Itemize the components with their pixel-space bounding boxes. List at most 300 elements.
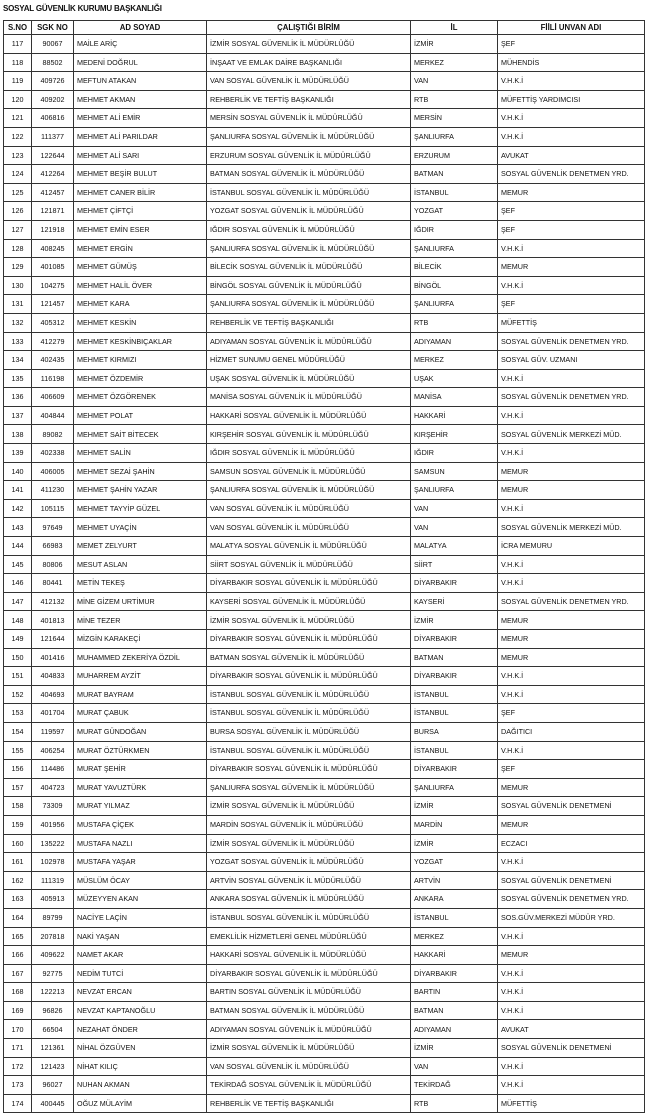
cell-sgk-no: 122644 xyxy=(32,146,74,165)
cell-unit: BARTIN SOSYAL GÜVENLİK İL MÜDÜRLÜĞÜ xyxy=(207,983,411,1002)
table-body xyxy=(4,35,645,1113)
table-row xyxy=(4,797,645,816)
cell-province: VAN xyxy=(411,72,498,91)
cell-province: BARTIN xyxy=(411,983,498,1002)
cell-sgk-no: 121457 xyxy=(32,295,74,314)
cell-name: MEHMET ALİ PARILDAR xyxy=(74,127,207,146)
cell-title: ŞEF xyxy=(498,35,645,54)
cell-title: V.H.K.İ xyxy=(498,853,645,872)
personnel-table xyxy=(3,20,645,1113)
cell-name: MEHMET SALİN xyxy=(74,444,207,463)
table-header-row xyxy=(4,21,645,35)
table-row xyxy=(4,964,645,983)
cell-sno: 129 xyxy=(4,258,32,277)
cell-sno: 138 xyxy=(4,425,32,444)
cell-sno: 131 xyxy=(4,295,32,314)
cell-title: AVUKAT xyxy=(498,1020,645,1039)
cell-name: METİN TEKEŞ xyxy=(74,574,207,593)
cell-name: MUSTAFA NAZLI xyxy=(74,834,207,853)
cell-sno: 157 xyxy=(4,778,32,797)
cell-province: SİİRT xyxy=(411,555,498,574)
cell-title: AVUKAT xyxy=(498,146,645,165)
cell-unit: ERZURUM SOSYAL GÜVENLİK İL MÜDÜRLÜĞÜ xyxy=(207,146,411,165)
cell-sno: 121 xyxy=(4,109,32,128)
table-row xyxy=(4,90,645,109)
cell-sgk-no: 412457 xyxy=(32,183,74,202)
cell-name: NACİYE LAÇİN xyxy=(74,908,207,927)
cell-sgk-no: 105115 xyxy=(32,499,74,518)
cell-unit: BATMAN SOSYAL GÜVENLİK İL MÜDÜRLÜĞÜ xyxy=(207,165,411,184)
cell-title: MEMUR xyxy=(498,611,645,630)
cell-name: MEHMET UYAÇİN xyxy=(74,518,207,537)
table-row xyxy=(4,369,645,388)
cell-province: KAYSERİ xyxy=(411,592,498,611)
cell-province: BATMAN xyxy=(411,1001,498,1020)
table-row xyxy=(4,109,645,128)
cell-name: MEHMET ŞAHİN YAZAR xyxy=(74,481,207,500)
cell-unit: DİYARBAKIR SOSYAL GÜVENLİK İL MÜDÜRLÜĞÜ xyxy=(207,760,411,779)
cell-name: NEDİM TUTCİ xyxy=(74,964,207,983)
cell-sgk-no: 412279 xyxy=(32,332,74,351)
cell-sno: 141 xyxy=(4,481,32,500)
cell-sno: 137 xyxy=(4,406,32,425)
cell-sno: 154 xyxy=(4,722,32,741)
cell-title: MEMUR xyxy=(498,778,645,797)
table-row xyxy=(4,946,645,965)
cell-province: SAMSUN xyxy=(411,462,498,481)
cell-name: OĞUZ MÜLAYİM xyxy=(74,1094,207,1113)
cell-province: DİYARBAKIR xyxy=(411,760,498,779)
cell-title: SOSYAL GÜVENLİK DENETMEN YRD. xyxy=(498,890,645,909)
cell-name: MÜZEYYEN AKAN xyxy=(74,890,207,909)
table-row xyxy=(4,276,645,295)
cell-sgk-no: 412264 xyxy=(32,165,74,184)
table-row xyxy=(4,983,645,1002)
cell-name: NEVZAT ERCAN xyxy=(74,983,207,1002)
cell-province: DİYARBAKIR xyxy=(411,574,498,593)
cell-title: MEMUR xyxy=(498,183,645,202)
cell-sgk-no: 116198 xyxy=(32,369,74,388)
cell-sno: 174 xyxy=(4,1094,32,1113)
cell-title: ŞEF xyxy=(498,295,645,314)
cell-title: SOSYAL GÜVENLİK DENETMENİ xyxy=(498,797,645,816)
cell-sgk-no: 111377 xyxy=(32,127,74,146)
column-header-sgk-no: SGK NO xyxy=(32,21,74,35)
cell-title: DAĞITICI xyxy=(498,722,645,741)
cell-unit: VAN SOSYAL GÜVENLİK İL MÜDÜRLÜĞÜ xyxy=(207,1057,411,1076)
table-row xyxy=(4,574,645,593)
cell-name: MEHMET EMİN ESER xyxy=(74,220,207,239)
cell-sno: 172 xyxy=(4,1057,32,1076)
cell-name: NEZAHAT ÖNDER xyxy=(74,1020,207,1039)
cell-title: SOSYAL GÜVENLİK MERKEZİ MÜD. xyxy=(498,425,645,444)
cell-name: MURAT ÖZTÜRKMEN xyxy=(74,741,207,760)
cell-province: BİLECİK xyxy=(411,258,498,277)
table-row xyxy=(4,908,645,927)
cell-sgk-no: 121423 xyxy=(32,1057,74,1076)
cell-sgk-no: 102978 xyxy=(32,853,74,872)
table-row xyxy=(4,1039,645,1058)
cell-unit: İZMİR SOSYAL GÜVENLİK İL MÜDÜRLÜĞÜ xyxy=(207,611,411,630)
cell-title: V.H.K.İ xyxy=(498,276,645,295)
cell-sgk-no: 119597 xyxy=(32,722,74,741)
cell-province: MARDİN xyxy=(411,815,498,834)
table-row xyxy=(4,146,645,165)
cell-sgk-no: 401956 xyxy=(32,815,74,834)
cell-sgk-no: 401085 xyxy=(32,258,74,277)
table-row xyxy=(4,388,645,407)
cell-sgk-no: 411230 xyxy=(32,481,74,500)
cell-title: V.H.K.İ xyxy=(498,1076,645,1095)
cell-province: RTB xyxy=(411,1094,498,1113)
cell-sno: 140 xyxy=(4,462,32,481)
table-row xyxy=(4,890,645,909)
cell-title: V.H.K.İ xyxy=(498,1057,645,1076)
cell-sno: 144 xyxy=(4,537,32,556)
cell-sgk-no: 89799 xyxy=(32,908,74,927)
cell-sgk-no: 92775 xyxy=(32,964,74,983)
table-row xyxy=(4,239,645,258)
cell-province: ADIYAMAN xyxy=(411,332,498,351)
cell-sno: 133 xyxy=(4,332,32,351)
cell-name: NAKİ YAŞAN xyxy=(74,927,207,946)
cell-unit: HİZMET SUNUMU GENEL MÜDÜRLÜĞÜ xyxy=(207,351,411,370)
cell-sno: 127 xyxy=(4,220,32,239)
table-row xyxy=(4,183,645,202)
cell-sgk-no: 73309 xyxy=(32,797,74,816)
cell-unit: MARDİN SOSYAL GÜVENLİK İL MÜDÜRLÜĞÜ xyxy=(207,815,411,834)
cell-sgk-no: 404723 xyxy=(32,778,74,797)
cell-province: ANKARA xyxy=(411,890,498,909)
cell-name: MEHMET GÜMÜŞ xyxy=(74,258,207,277)
cell-sno: 162 xyxy=(4,871,32,890)
cell-sno: 122 xyxy=(4,127,32,146)
table-row xyxy=(4,815,645,834)
cell-sno: 149 xyxy=(4,630,32,649)
cell-name: MEFTUN ATAKAN xyxy=(74,72,207,91)
cell-province: DİYARBAKIR xyxy=(411,667,498,686)
cell-name: MUSTAFA YAŞAR xyxy=(74,853,207,872)
table-row xyxy=(4,35,645,54)
table-row xyxy=(4,722,645,741)
cell-name: MEHMET ALİ EMİR xyxy=(74,109,207,128)
cell-sgk-no: 207818 xyxy=(32,927,74,946)
cell-sgk-no: 409622 xyxy=(32,946,74,965)
cell-unit: DİYARBAKIR SOSYAL GÜVENLİK İL MÜDÜRLÜĞÜ xyxy=(207,667,411,686)
cell-title: MÜHENDİS xyxy=(498,53,645,72)
table-row xyxy=(4,425,645,444)
cell-unit: YOZGAT SOSYAL GÜVENLİK İL MÜDÜRLÜĞÜ xyxy=(207,853,411,872)
cell-unit: ŞANLIURFA SOSYAL GÜVENLİK İL MÜDÜRLÜĞÜ xyxy=(207,778,411,797)
cell-title: MÜFETTİŞ xyxy=(498,313,645,332)
table-row xyxy=(4,53,645,72)
cell-sgk-no: 401704 xyxy=(32,704,74,723)
cell-unit: EMEKLİLİK HİZMETLERİ GENEL MÜDÜRLÜĞÜ xyxy=(207,927,411,946)
cell-title: V.H.K.İ xyxy=(498,685,645,704)
column-header-title: FİİLİ UNVAN ADI xyxy=(498,21,645,35)
cell-province: MERKEZ xyxy=(411,927,498,946)
cell-province: ŞANLIURFA xyxy=(411,778,498,797)
cell-province: VAN xyxy=(411,1057,498,1076)
cell-unit: BİLECİK SOSYAL GÜVENLİK İL MÜDÜRLÜĞÜ xyxy=(207,258,411,277)
table-row xyxy=(4,1020,645,1039)
cell-unit: ŞANLIURFA SOSYAL GÜVENLİK İL MÜDÜRLÜĞÜ xyxy=(207,481,411,500)
cell-sno: 130 xyxy=(4,276,32,295)
cell-province: İSTANBUL xyxy=(411,908,498,927)
cell-name: MEMET ZELYURT xyxy=(74,537,207,556)
cell-sgk-no: 121871 xyxy=(32,202,74,221)
cell-name: NEVZAT KAPTANOĞLU xyxy=(74,1001,207,1020)
cell-sno: 153 xyxy=(4,704,32,723)
cell-name: MEDENİ DOĞRUL xyxy=(74,53,207,72)
cell-unit: İSTANBUL SOSYAL GÜVENLİK İL MÜDÜRLÜĞÜ xyxy=(207,704,411,723)
cell-sno: 134 xyxy=(4,351,32,370)
cell-province: MALATYA xyxy=(411,537,498,556)
cell-sno: 166 xyxy=(4,946,32,965)
cell-sgk-no: 406254 xyxy=(32,741,74,760)
cell-name: MEHMET KIRMIZI xyxy=(74,351,207,370)
table-row xyxy=(4,220,645,239)
cell-province: MERSİN xyxy=(411,109,498,128)
table-row xyxy=(4,406,645,425)
cell-province: İSTANBUL xyxy=(411,183,498,202)
table-row xyxy=(4,778,645,797)
cell-unit: DİYARBAKIR SOSYAL GÜVENLİK İL MÜDÜRLÜĞÜ xyxy=(207,574,411,593)
cell-sno: 163 xyxy=(4,890,32,909)
cell-sgk-no: 409726 xyxy=(32,72,74,91)
cell-name: MURAT YILMAZ xyxy=(74,797,207,816)
cell-unit: YOZGAT SOSYAL GÜVENLİK İL MÜDÜRLÜĞÜ xyxy=(207,202,411,221)
cell-sgk-no: 135222 xyxy=(32,834,74,853)
cell-province: UŞAK xyxy=(411,369,498,388)
cell-sgk-no: 122213 xyxy=(32,983,74,1002)
cell-title: SOSYAL GÜVENLİK DENETMEN YRD. xyxy=(498,592,645,611)
table-row xyxy=(4,853,645,872)
cell-unit: İNŞAAT VE EMLAK DAİRE BAŞKANLIĞI xyxy=(207,53,411,72)
cell-title: V.H.K.İ xyxy=(498,741,645,760)
cell-sno: 135 xyxy=(4,369,32,388)
cell-sgk-no: 104275 xyxy=(32,276,74,295)
cell-name: MİNE GİZEM URTİMUR xyxy=(74,592,207,611)
cell-sgk-no: 121361 xyxy=(32,1039,74,1058)
cell-sgk-no: 111319 xyxy=(32,871,74,890)
cell-province: ARTVİN xyxy=(411,871,498,890)
cell-unit: DİYARBAKIR SOSYAL GÜVENLİK İL MÜDÜRLÜĞÜ xyxy=(207,630,411,649)
cell-sgk-no: 409202 xyxy=(32,90,74,109)
table-row xyxy=(4,871,645,890)
table-row xyxy=(4,351,645,370)
table-row xyxy=(4,127,645,146)
cell-unit: İSTANBUL SOSYAL GÜVENLİK İL MÜDÜRLÜĞÜ xyxy=(207,685,411,704)
cell-title: SOSYAL GÜVENLİK DENETMEN YRD. xyxy=(498,388,645,407)
cell-title: V.H.K.İ xyxy=(498,499,645,518)
cell-sgk-no: 97649 xyxy=(32,518,74,537)
cell-sno: 117 xyxy=(4,35,32,54)
cell-province: YOZGAT xyxy=(411,202,498,221)
table-row xyxy=(4,332,645,351)
cell-sgk-no: 121918 xyxy=(32,220,74,239)
table-row xyxy=(4,648,645,667)
cell-sgk-no: 405913 xyxy=(32,890,74,909)
cell-title: SOSYAL GÜV. UZMANI xyxy=(498,351,645,370)
table-row xyxy=(4,258,645,277)
cell-sno: 156 xyxy=(4,760,32,779)
cell-province: BATMAN xyxy=(411,165,498,184)
cell-unit: İZMİR SOSYAL GÜVENLİK İL MÜDÜRLÜĞÜ xyxy=(207,797,411,816)
cell-title: V.H.K.İ xyxy=(498,444,645,463)
cell-province: ERZURUM xyxy=(411,146,498,165)
cell-sno: 147 xyxy=(4,592,32,611)
table-row xyxy=(4,537,645,556)
cell-title: MEMUR xyxy=(498,258,645,277)
cell-title: V.H.K.İ xyxy=(498,574,645,593)
cell-sgk-no: 412132 xyxy=(32,592,74,611)
cell-unit: MANİSA SOSYAL GÜVENLİK İL MÜDÜRLÜĞÜ xyxy=(207,388,411,407)
cell-sgk-no: 401813 xyxy=(32,611,74,630)
cell-unit: ŞANLIURFA SOSYAL GÜVENLİK İL MÜDÜRLÜĞÜ xyxy=(207,239,411,258)
cell-sgk-no: 404693 xyxy=(32,685,74,704)
cell-province: DİYARBAKIR xyxy=(411,630,498,649)
table-row xyxy=(4,72,645,91)
cell-title: V.H.K.İ xyxy=(498,927,645,946)
cell-sno: 155 xyxy=(4,741,32,760)
cell-sgk-no: 89082 xyxy=(32,425,74,444)
cell-province: İZMİR xyxy=(411,35,498,54)
cell-unit: DİYARBAKIR SOSYAL GÜVENLİK İL MÜDÜRLÜĞÜ xyxy=(207,964,411,983)
column-header-province: İL xyxy=(411,21,498,35)
cell-sgk-no: 408245 xyxy=(32,239,74,258)
cell-sno: 151 xyxy=(4,667,32,686)
column-header-sno: S.NO xyxy=(4,21,32,35)
cell-name: MESUT ASLAN xyxy=(74,555,207,574)
cell-sgk-no: 406816 xyxy=(32,109,74,128)
table-row xyxy=(4,630,645,649)
cell-unit: ŞANLIURFA SOSYAL GÜVENLİK İL MÜDÜRLÜĞÜ xyxy=(207,295,411,314)
cell-name: MEHMET SEZAİ ŞAHİN xyxy=(74,462,207,481)
cell-name: MEHMET HALİL ÖVER xyxy=(74,276,207,295)
cell-unit: ANKARA SOSYAL GÜVENLİK İL MÜDÜRLÜĞÜ xyxy=(207,890,411,909)
cell-sgk-no: 114486 xyxy=(32,760,74,779)
cell-name: MUSTAFA ÇİÇEK xyxy=(74,815,207,834)
cell-unit: BİNGÖL SOSYAL GÜVENLİK İL MÜDÜRLÜĞÜ xyxy=(207,276,411,295)
cell-province: İSTANBUL xyxy=(411,741,498,760)
table-row xyxy=(4,927,645,946)
cell-name: NİHAL ÖZGÜVEN xyxy=(74,1039,207,1058)
cell-name: MEHMET KESKİNBIÇAKLAR xyxy=(74,332,207,351)
cell-province: ŞANLIURFA xyxy=(411,127,498,146)
cell-name: NAMET AKAR xyxy=(74,946,207,965)
cell-sgk-no: 404844 xyxy=(32,406,74,425)
cell-province: ADIYAMAN xyxy=(411,1020,498,1039)
cell-name: MEHMET KARA xyxy=(74,295,207,314)
cell-province: İSTANBUL xyxy=(411,704,498,723)
cell-name: MEHMET KESKİN xyxy=(74,313,207,332)
cell-province: IĞDIR xyxy=(411,444,498,463)
cell-title: SOSYAL GÜVENLİK DENETMEN YRD. xyxy=(498,332,645,351)
cell-sgk-no: 405312 xyxy=(32,313,74,332)
cell-name: MUHARREM AYZİT xyxy=(74,667,207,686)
cell-sno: 150 xyxy=(4,648,32,667)
cell-sno: 148 xyxy=(4,611,32,630)
cell-title: MEMUR xyxy=(498,481,645,500)
cell-sno: 145 xyxy=(4,555,32,574)
cell-sgk-no: 406005 xyxy=(32,462,74,481)
cell-unit: VAN SOSYAL GÜVENLİK İL MÜDÜRLÜĞÜ xyxy=(207,72,411,91)
cell-title: MEMUR xyxy=(498,630,645,649)
cell-unit: İSTANBUL SOSYAL GÜVENLİK İL MÜDÜRLÜĞÜ xyxy=(207,183,411,202)
cell-province: MERKEZ xyxy=(411,351,498,370)
cell-unit: SAMSUN SOSYAL GÜVENLİK İL MÜDÜRLÜĞÜ xyxy=(207,462,411,481)
cell-title: MEMUR xyxy=(498,946,645,965)
cell-unit: TEKİRDAĞ SOSYAL GÜVENLİK İL MÜDÜRLÜĞÜ xyxy=(207,1076,411,1095)
cell-sgk-no: 401416 xyxy=(32,648,74,667)
cell-province: RTB xyxy=(411,90,498,109)
cell-name: MİZGİN KARAKEÇİ xyxy=(74,630,207,649)
cell-sno: 167 xyxy=(4,964,32,983)
cell-sgk-no: 80806 xyxy=(32,555,74,574)
cell-unit: İZMİR SOSYAL GÜVENLİK İL MÜDÜRLÜĞÜ xyxy=(207,35,411,54)
cell-title: SOSYAL GÜVENLİK MERKEZİ MÜD. xyxy=(498,518,645,537)
table-row xyxy=(4,1076,645,1095)
table-row xyxy=(4,295,645,314)
cell-name: MEHMET ÖZDEMİR xyxy=(74,369,207,388)
cell-name: MURAT ŞEHİR xyxy=(74,760,207,779)
cell-name: NİHAT KILIÇ xyxy=(74,1057,207,1076)
cell-name: MURAT ÇABUK xyxy=(74,704,207,723)
cell-province: IĞDIR xyxy=(411,220,498,239)
cell-province: ŞANLIURFA xyxy=(411,295,498,314)
column-header-unit: ÇALIŞTIĞI BİRİM xyxy=(207,21,411,35)
cell-title: V.H.K.İ xyxy=(498,667,645,686)
cell-sno: 170 xyxy=(4,1020,32,1039)
cell-province: KIRŞEHİR xyxy=(411,425,498,444)
cell-sgk-no: 66504 xyxy=(32,1020,74,1039)
cell-unit: IĞDIR SOSYAL GÜVENLİK İL MÜDÜRLÜĞÜ xyxy=(207,444,411,463)
table-row xyxy=(4,555,645,574)
cell-province: DİYARBAKIR xyxy=(411,964,498,983)
cell-title: MEMUR xyxy=(498,462,645,481)
cell-sno: 143 xyxy=(4,518,32,537)
cell-province: ŞANLIURFA xyxy=(411,239,498,258)
cell-name: MURAT BAYRAM xyxy=(74,685,207,704)
cell-name: MEHMET TAYYİP GÜZEL xyxy=(74,499,207,518)
cell-unit: UŞAK SOSYAL GÜVENLİK İL MÜDÜRLÜĞÜ xyxy=(207,369,411,388)
table-row xyxy=(4,611,645,630)
cell-province: ŞANLIURFA xyxy=(411,481,498,500)
cell-title: V.H.K.İ xyxy=(498,72,645,91)
cell-sno: 169 xyxy=(4,1001,32,1020)
cell-province: YOZGAT xyxy=(411,853,498,872)
cell-sno: 124 xyxy=(4,165,32,184)
cell-province: MERKEZ xyxy=(411,53,498,72)
cell-sno: 165 xyxy=(4,927,32,946)
cell-sno: 160 xyxy=(4,834,32,853)
cell-title: V.H.K.İ xyxy=(498,406,645,425)
cell-province: İZMİR xyxy=(411,797,498,816)
cell-province: BATMAN xyxy=(411,648,498,667)
cell-sgk-no: 402435 xyxy=(32,351,74,370)
cell-title: ŞEF xyxy=(498,202,645,221)
cell-sno: 173 xyxy=(4,1076,32,1095)
cell-name: MEHMET ALİ SARI xyxy=(74,146,207,165)
cell-sgk-no: 96027 xyxy=(32,1076,74,1095)
table-row xyxy=(4,704,645,723)
cell-province: MANİSA xyxy=(411,388,498,407)
cell-unit: REHBERLİK VE TEFTİŞ BAŞKANLIĞI xyxy=(207,1094,411,1113)
cell-title: MEMUR xyxy=(498,815,645,834)
cell-unit: ADIYAMAN SOSYAL GÜVENLİK İL MÜDÜRLÜĞÜ xyxy=(207,332,411,351)
cell-title: ŞEF xyxy=(498,704,645,723)
